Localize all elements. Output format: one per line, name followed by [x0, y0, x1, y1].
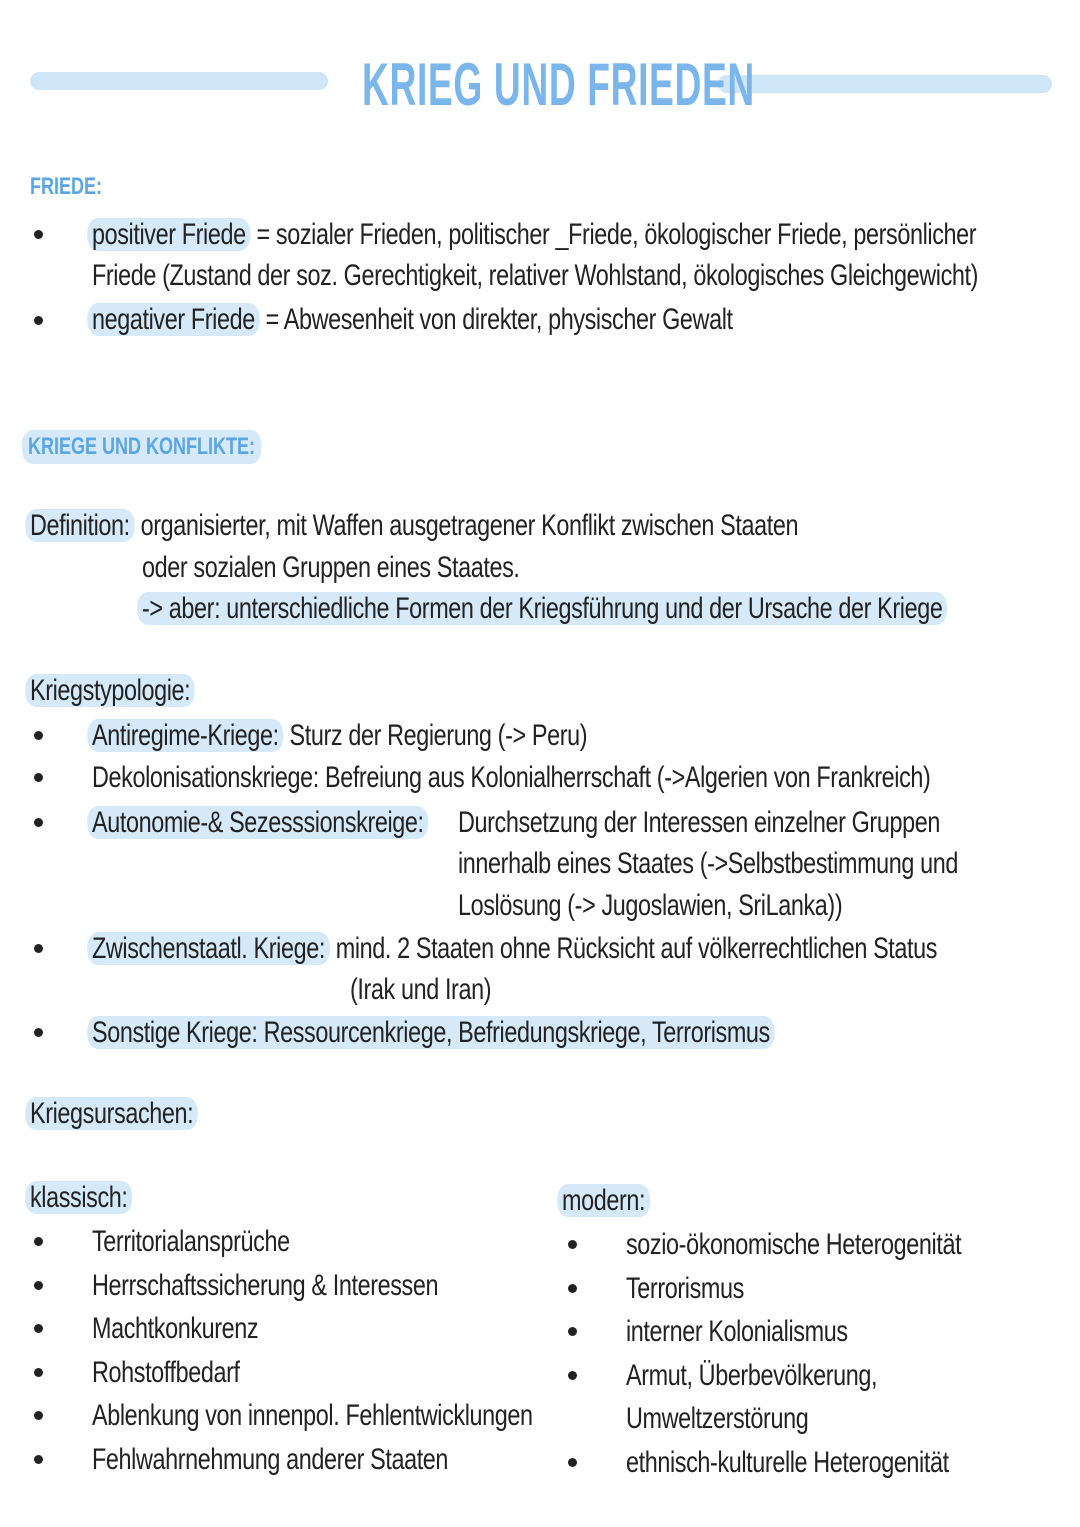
list-item: sozio-ökonomische Heterogenität [626, 1228, 962, 1261]
term-text: Sturz der Regierung (-> Peru) [289, 719, 588, 752]
definition-text: organisierter, mit Waffen ausgetragener Konflikt zwischen Staaten [140, 509, 799, 542]
list-item: interner Kolonialismus [626, 1315, 848, 1348]
list-item: Umweltzerstörung [626, 1402, 809, 1435]
definition-note: -> aber: unterschiedliche Formen der Kriegsführung und der Ursache der Kriege [137, 592, 947, 625]
bullet [568, 1284, 577, 1293]
bullet [34, 1028, 43, 1037]
bullet [34, 773, 43, 782]
bullet [34, 1411, 43, 1420]
list-item: Terrorismus [626, 1271, 744, 1305]
definition-text: = Abwesenheit von direkter, physischer Gewalt [259, 303, 733, 336]
term: Antiregime-Kriege: [87, 719, 283, 752]
term-text: Durchsetzung der Interessen einzelner Gruppen [458, 806, 940, 839]
list-item: Ablenkung von innenpol. Fehlentwicklungen [92, 1399, 533, 1432]
definition-label: Definition: [25, 509, 134, 542]
bullet [34, 1324, 43, 1333]
list-item: Rohstoffbedarf [92, 1355, 240, 1389]
bullet [34, 1237, 43, 1246]
term: Zwischenstaatl. Kriege: [87, 932, 329, 965]
term-text: innerhalb eines Staates (->Selbstbestimmung und [458, 847, 959, 880]
page-title: KRIEG UND FRIEDEN [362, 51, 755, 118]
term-negativer-friede: negativer Friede [87, 303, 259, 336]
list-item: Territorialansprüche [92, 1225, 290, 1258]
ursachen-heading: Kriegsursachen: [25, 1097, 198, 1130]
list-item: Armut, Überbevölkerung, [626, 1358, 878, 1392]
bullet [34, 316, 43, 325]
bullet [568, 1371, 577, 1380]
bullet [34, 818, 43, 827]
bullet [34, 1455, 43, 1464]
term-text: Ressourcenkriege, Befriedungskriege, Terrorismus [263, 1016, 770, 1049]
title-decoration-right [718, 75, 1052, 93]
list-item: Fehlwahrnehmung anderer Staaten [92, 1442, 449, 1476]
list-item: Machtkonkurenz [92, 1312, 259, 1345]
term-text: mind. 2 Staaten ohne Rücksicht auf völkerrechtlichen Status [335, 932, 938, 965]
bullet [34, 731, 43, 740]
title-decoration-left [30, 72, 328, 90]
klassisch-label: klassisch: [25, 1181, 132, 1214]
friede-heading: FRIEDE: [30, 173, 102, 200]
bullet [34, 230, 43, 239]
term-text: Befreiung aus Kolonialherrschaft (->Algerien von Frankreich) [324, 761, 931, 794]
bullet [34, 1368, 43, 1377]
list-item: ethnisch-kulturelle Heterogenität [626, 1445, 949, 1479]
definition-text: = sozialer Frieden, politischer _Friede, ökologischer Friede, persönlicher [250, 218, 977, 251]
term: Dekolonisationskriege: [92, 761, 319, 794]
term-text: (Irak und Iran) [350, 973, 492, 1006]
definition-text: Friede (Zustand der soz. Gerechtigkeit, relativer Wohlstand, ökologisches Gleichgewicht) [92, 259, 979, 292]
bullet [568, 1458, 577, 1467]
definition-text: oder sozialen Gruppen eines Staates. [142, 551, 520, 584]
term-text: Loslösung (-> Jugoslawien, SriLanka)) [458, 889, 843, 922]
term: Autonomie-& Sezesssionskreige: [87, 806, 428, 839]
bullet [34, 944, 43, 953]
term: Sonstige Kriege: [92, 1016, 258, 1049]
bullet [34, 1281, 43, 1290]
bullet [568, 1240, 577, 1249]
kriege-heading: KRIEGE UND KONFLIKTE: [22, 430, 261, 464]
list-item: Herrschaftssicherung & Interessen [92, 1268, 439, 1302]
modern-label: modern: [557, 1184, 649, 1217]
typologie-heading: Kriegstypologie: [25, 674, 195, 707]
term-positiver-friede: positiver Friede [87, 218, 250, 251]
bullet [568, 1327, 577, 1336]
